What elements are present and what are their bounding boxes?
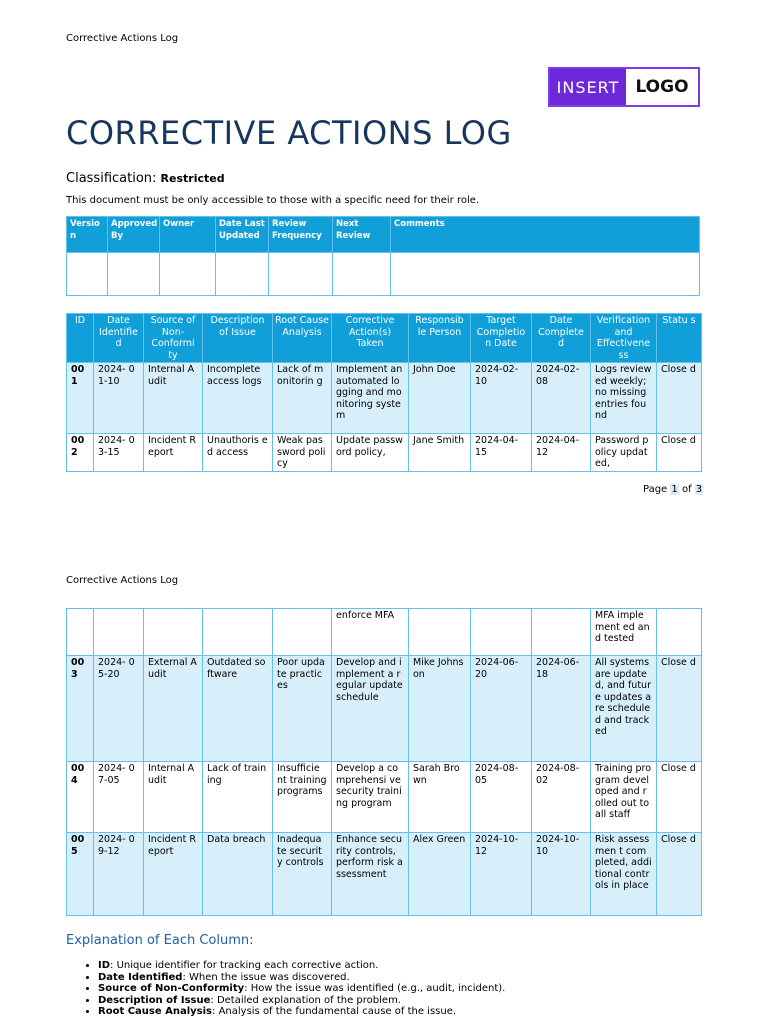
table-cell: 2024- 03-15 bbox=[94, 434, 144, 472]
version-col-header: Next Review bbox=[333, 217, 391, 253]
term: ID bbox=[98, 960, 111, 971]
log-col-header: Date Identifie d bbox=[94, 314, 144, 363]
classification bbox=[66, 171, 225, 186]
table-cell: Unauthoris ed access bbox=[203, 434, 273, 472]
logo-insert-text: INSERT bbox=[550, 69, 626, 105]
table-cell: 2024-08- 02 bbox=[532, 762, 591, 833]
access-note: This document must be only accessible to those with a specific need for their role. bbox=[66, 195, 480, 206]
table-cell: 2024-06- 20 bbox=[471, 656, 532, 762]
log-col-header: Target Completio n Date bbox=[471, 314, 532, 363]
table-cell: 2024-06- 18 bbox=[532, 656, 591, 762]
table-cell: External Audit bbox=[144, 656, 203, 762]
table-cell bbox=[532, 609, 591, 656]
log-table-header bbox=[67, 314, 702, 363]
table-cell-id: 00 3 bbox=[67, 656, 94, 762]
term: Description of Issue bbox=[98, 994, 211, 1006]
definition: : Analysis of the fundamental cause of the issue. bbox=[212, 1006, 457, 1017]
table-row bbox=[67, 609, 702, 656]
version-cell[interactable] bbox=[269, 253, 333, 296]
table-cell: Inadequa te security controls bbox=[273, 833, 332, 916]
version-table-row bbox=[67, 253, 700, 296]
running-header: Corrective Actions Log bbox=[66, 575, 179, 586]
explanation-list bbox=[80, 960, 698, 1018]
table-cell: Internal Audit bbox=[144, 363, 203, 434]
table-cell: Poor update practices bbox=[273, 656, 332, 762]
log-col-header: Description of Issue bbox=[203, 314, 273, 363]
logo-logo-text: LOGO bbox=[635, 77, 689, 97]
table-cell: Incident Report bbox=[144, 833, 203, 916]
version-cell[interactable] bbox=[333, 253, 391, 296]
log-col-header: Statu s bbox=[657, 314, 702, 363]
table-row bbox=[67, 363, 702, 434]
table-cell: 2024-02- 08 bbox=[532, 363, 591, 434]
definition: : How the issue was identified (e.g., audit, incident). bbox=[244, 983, 506, 994]
version-table bbox=[66, 216, 700, 296]
classification-label: Classification: bbox=[66, 171, 157, 186]
term: Root Cause Analysis bbox=[98, 1006, 213, 1017]
log-col-header: Corrective Action(s) Taken bbox=[332, 314, 409, 363]
version-cell[interactable] bbox=[160, 253, 216, 296]
definition: : When the issue was discovered. bbox=[182, 971, 350, 983]
definition: : Unique identifier for tracking each corrective action. bbox=[110, 960, 379, 971]
table-cell bbox=[203, 609, 273, 656]
page-title: CORRECTIVE ACTIONS LOG bbox=[66, 114, 512, 152]
table-row bbox=[67, 656, 702, 762]
table-cell-id: 00 1 bbox=[67, 363, 94, 434]
logo bbox=[548, 67, 700, 107]
table-cell: All systems are updated, and future updates are scheduled and tracked bbox=[591, 656, 657, 762]
log-col-header: Date Complete d bbox=[532, 314, 591, 363]
table-cell bbox=[94, 609, 144, 656]
log-col-header: Source of Non- Conformi ty bbox=[144, 314, 203, 363]
version-col-header: Review Frequency bbox=[269, 217, 333, 253]
table-cell: 2024- 01-10 bbox=[94, 363, 144, 434]
log-col-header: ID bbox=[67, 314, 94, 363]
table-cell: Incident Report bbox=[144, 434, 203, 472]
table-cell bbox=[144, 609, 203, 656]
table-cell: Logs reviewed weekly; no missing entries found bbox=[591, 363, 657, 434]
version-cell[interactable] bbox=[216, 253, 269, 296]
log-table-page2 bbox=[66, 608, 702, 916]
table-cell: John Doe bbox=[409, 363, 471, 434]
table-cell: 2024- 09-12 bbox=[94, 833, 144, 916]
definition: : Detailed explanation of the problem. bbox=[210, 994, 401, 1006]
table-cell: Alex Green bbox=[409, 833, 471, 916]
table-cell-id: 00 4 bbox=[67, 762, 94, 833]
table-cell: Outdated software bbox=[203, 656, 273, 762]
table-row bbox=[67, 833, 702, 916]
version-cell[interactable] bbox=[391, 253, 700, 296]
table-cell: Close d bbox=[657, 363, 702, 434]
list-item bbox=[98, 960, 698, 972]
log-col-header: Root Cause Analysis bbox=[273, 314, 332, 363]
version-cell[interactable] bbox=[67, 253, 108, 296]
table-cell: 2024- 05-20 bbox=[94, 656, 144, 762]
table-cell: Sarah Brown bbox=[409, 762, 471, 833]
table-cell: Password policy updated, bbox=[591, 434, 657, 472]
table-cell: 2024-10- 10 bbox=[532, 833, 591, 916]
term: Source of Non-Conformity bbox=[98, 983, 245, 994]
table-cell: Close d bbox=[657, 656, 702, 762]
page-number bbox=[643, 484, 703, 495]
table-cell: Insufficie nt training programs bbox=[273, 762, 332, 833]
table-cell: Enhance security controls, perform risk assessment bbox=[332, 833, 409, 916]
table-cell: 2024-04- 15 bbox=[471, 434, 532, 472]
running-header: Corrective Actions Log bbox=[66, 33, 179, 44]
table-cell: Internal Audit bbox=[144, 762, 203, 833]
page-prefix: Page bbox=[643, 484, 668, 495]
table-cell bbox=[273, 609, 332, 656]
table-cell: Implement an automated logging and monitoring system bbox=[332, 363, 409, 434]
table-cell bbox=[409, 609, 471, 656]
version-col-header: Owner bbox=[160, 217, 216, 253]
table-cell: Close d bbox=[657, 434, 702, 472]
page-total: 3 bbox=[695, 484, 703, 495]
table-cell: Lack of monitorin g bbox=[273, 363, 332, 434]
table-cell: 2024-10- 12 bbox=[471, 833, 532, 916]
version-col-header: Versio n bbox=[67, 217, 108, 253]
table-cell: Lack of training bbox=[203, 762, 273, 833]
table-row bbox=[67, 434, 702, 472]
table-cell: Risk assessmen t completed, additional controls in place bbox=[591, 833, 657, 916]
table-cell: Mike Johnson bbox=[409, 656, 471, 762]
table-cell: Develop a comprehensi ve security training program bbox=[332, 762, 409, 833]
log-table-page1 bbox=[66, 313, 702, 472]
table-cell: 2024-08- 05 bbox=[471, 762, 532, 833]
table-cell: Jane Smith bbox=[409, 434, 471, 472]
list-item bbox=[98, 972, 698, 984]
table-cell bbox=[471, 609, 532, 656]
table-cell: Data breach bbox=[203, 833, 273, 916]
log-col-header: Responsib le Person bbox=[409, 314, 471, 363]
explanation-heading: Explanation of Each Column: bbox=[66, 933, 254, 948]
version-col-header: Approved By bbox=[108, 217, 160, 253]
term: Date Identified bbox=[98, 971, 183, 983]
list-item bbox=[98, 995, 698, 1007]
list-item bbox=[98, 983, 698, 995]
classification-value: Restricted bbox=[160, 172, 225, 185]
table-cell-id: 00 2 bbox=[67, 434, 94, 472]
table-cell-id: 00 5 bbox=[67, 833, 94, 916]
table-cell bbox=[657, 609, 702, 656]
version-col-header: Comments bbox=[391, 217, 700, 253]
table-cell: Weak password policy bbox=[273, 434, 332, 472]
version-table-header bbox=[67, 217, 700, 253]
table-cell: Close d bbox=[657, 762, 702, 833]
table-cell: 2024- 07-05 bbox=[94, 762, 144, 833]
table-cell: MFA implement ed and tested bbox=[591, 609, 657, 656]
page-of: of bbox=[681, 484, 692, 495]
table-cell: 2024-02- 10 bbox=[471, 363, 532, 434]
table-cell: Incomplete access logs bbox=[203, 363, 273, 434]
table-cell: Develop and implement a regular update schedule bbox=[332, 656, 409, 762]
table-cell: 2024-04- 12 bbox=[532, 434, 591, 472]
table-cell: enforce MFA bbox=[332, 609, 409, 656]
page-current: 1 bbox=[671, 484, 678, 495]
list-item bbox=[98, 1006, 698, 1018]
table-cell: Training program developed and rolled out to all staff bbox=[591, 762, 657, 833]
table-cell: Close d bbox=[657, 833, 702, 916]
table-cell-id bbox=[67, 609, 94, 656]
table-row bbox=[67, 762, 702, 833]
table-cell: Update password policy, bbox=[332, 434, 409, 472]
version-cell[interactable] bbox=[108, 253, 160, 296]
log-col-header: Verification and Effectivene ss bbox=[591, 314, 657, 363]
version-col-header: Date Last Updated bbox=[216, 217, 269, 253]
